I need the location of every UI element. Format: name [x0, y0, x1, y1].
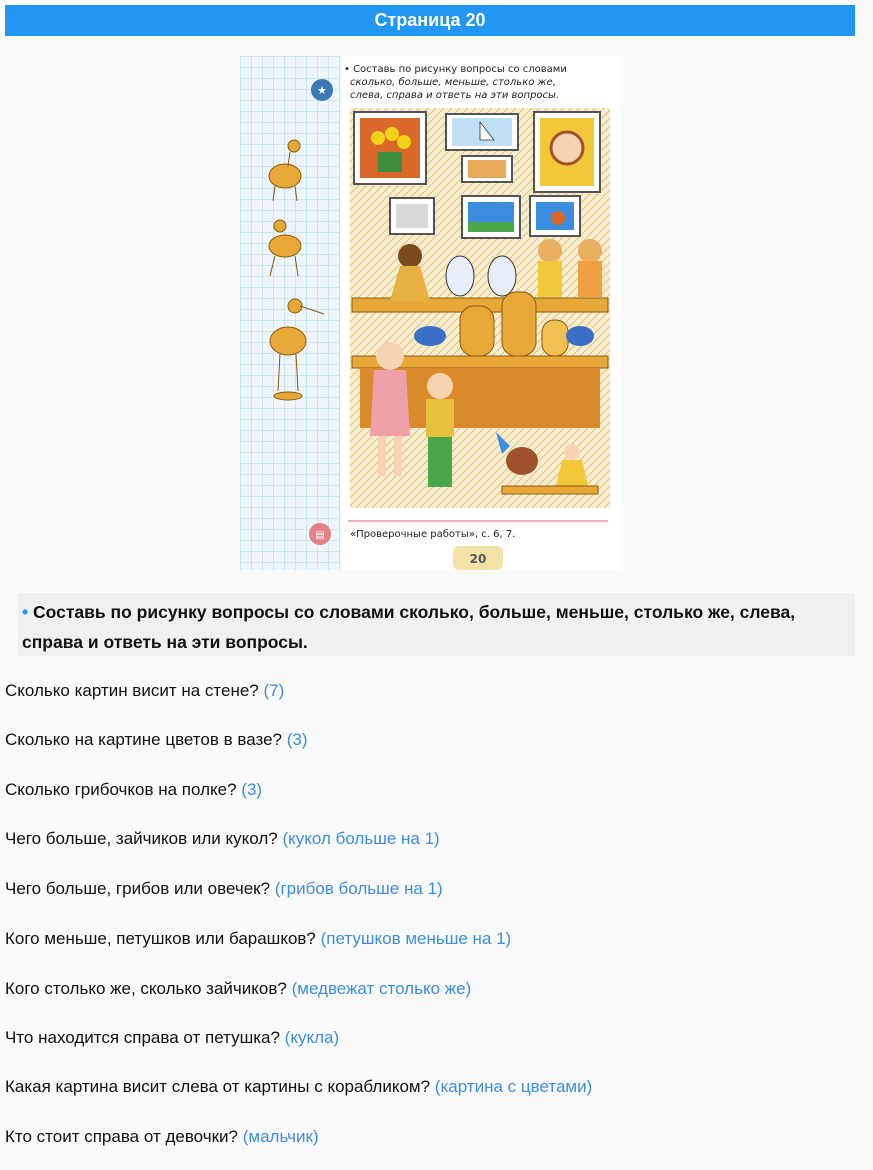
qa-item — [5, 828, 440, 850]
instruction-line: сколько, больше, меньше, столько же, — [350, 77, 556, 88]
question: Какая картина висит слева от картины с корабликом? — [5, 1077, 431, 1096]
question: Сколько картин висит на стене? — [5, 681, 259, 700]
answer: (кукла) — [284, 1028, 340, 1047]
question: Что находится справа от петушка? — [5, 1028, 280, 1047]
textbook-illustration — [240, 56, 620, 570]
question: Кого столько же, сколько зайчиков? — [5, 979, 287, 998]
answer: (кукол больше на 1) — [282, 829, 440, 848]
rooster-toy — [506, 447, 538, 475]
question: Чего больше, зайчиков или кукол? — [5, 829, 278, 848]
answer: (7) — [263, 681, 285, 700]
qa-item — [5, 978, 471, 1000]
page-header — [5, 5, 855, 36]
question: Сколько грибочков на полке? — [5, 780, 237, 799]
svg-text:▤: ▤ — [315, 530, 325, 541]
qa-item — [5, 1126, 319, 1148]
instruction-line: слева, справа и ответь на эти вопросы. — [350, 90, 560, 101]
grid-margin — [240, 56, 340, 570]
doll-toy — [564, 444, 580, 460]
answer: (грибов больше на 1) — [274, 879, 443, 898]
qa-item — [5, 1027, 339, 1049]
answer: (3) — [241, 780, 263, 799]
answer: (петушков меньше на 1) — [320, 929, 512, 948]
question: Кого меньше, петушков или барашков? — [5, 929, 316, 948]
textbook-instruction — [344, 64, 567, 101]
answer: (мальчик) — [242, 1127, 319, 1146]
answer: (картина с цветами) — [434, 1077, 593, 1096]
sheep-toy — [414, 326, 446, 346]
question: Кто стоит справа от девочки? — [5, 1127, 238, 1146]
task-box — [18, 593, 855, 656]
qa-item — [5, 680, 284, 702]
toy-shop-scene — [350, 108, 610, 508]
page-number: 20 — [469, 552, 487, 566]
qa-item — [5, 729, 308, 751]
instruction-line: • Составь по рисунку вопросы со словами — [344, 64, 567, 75]
task-bullet: • — [22, 602, 29, 622]
answer: (медвежат столько же) — [291, 979, 472, 998]
qa-item — [5, 779, 262, 801]
svg-text:★: ★ — [317, 85, 327, 97]
qa-item — [5, 1076, 592, 1098]
page-title: Страница 20 — [374, 10, 486, 30]
qa-item — [5, 878, 443, 900]
answer: (3) — [286, 730, 308, 749]
task-text: Составь по рисунку вопросы со словами сколько, больше, меньше, столько же, слева, справа и ответь на эти вопросы. — [22, 602, 796, 652]
textbook-page-image — [240, 56, 620, 570]
question: Чего больше, грибов или овечек? — [5, 879, 271, 898]
question: Сколько на картине цветов в вазе? — [5, 730, 282, 749]
workbook-reference: «Проверочные работы», с. 6, 7. — [350, 529, 516, 540]
qa-item — [5, 928, 511, 950]
